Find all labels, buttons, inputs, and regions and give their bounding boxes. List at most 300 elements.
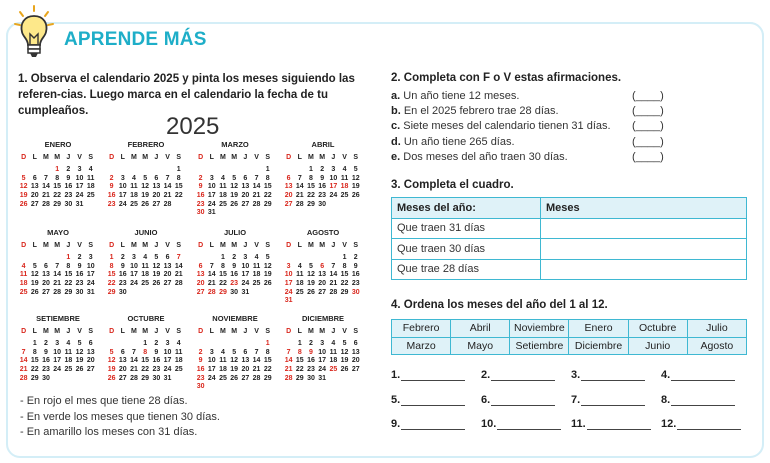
day-cell[interactable]: 24 [207, 200, 216, 208]
ordering-slot[interactable]: 11. [571, 418, 661, 443]
day-cell[interactable]: 3 [209, 174, 214, 182]
day-cell[interactable]: 13 [351, 348, 360, 356]
day-cell[interactable]: 20 [30, 191, 39, 199]
day-cell[interactable]: 21 [284, 365, 293, 373]
day-cell[interactable]: 25 [19, 288, 28, 296]
day-cell[interactable]: 28 [329, 288, 338, 296]
day-cell[interactable]: 5 [109, 348, 114, 356]
day-cell[interactable]: 24 [207, 374, 216, 382]
answer-cell[interactable] [541, 259, 747, 280]
day-cell[interactable]: 31 [207, 209, 216, 217]
day-cell[interactable]: 22 [340, 279, 349, 287]
day-cell[interactable]: 21 [207, 279, 216, 287]
day-cell[interactable]: 25 [130, 200, 138, 208]
day-cell[interactable]: 1 [265, 340, 270, 348]
day-cell[interactable]: 8 [143, 348, 148, 356]
day-cell[interactable]: 5 [21, 174, 26, 182]
day-cell[interactable]: 12 [307, 271, 315, 279]
day-cell[interactable]: 13 [241, 357, 250, 365]
day-cell[interactable]: 28 [163, 200, 172, 208]
ordering-slot[interactable]: 7. [571, 394, 661, 419]
day-cell[interactable]: 19 [75, 357, 84, 365]
day-cell[interactable]: 28 [295, 200, 304, 208]
day-cell[interactable]: 8 [265, 174, 270, 182]
day-cell[interactable]: 29 [307, 200, 315, 208]
day-cell[interactable]: 30 [318, 200, 327, 208]
day-cell[interactable]: 28 [130, 374, 138, 382]
day-cell[interactable]: 8 [342, 262, 347, 270]
day-cell[interactable]: 6 [243, 174, 248, 182]
day-cell[interactable]: 25 [141, 279, 150, 287]
day-cell[interactable]: 1 [109, 254, 114, 262]
day-cell[interactable]: 15 [53, 183, 62, 191]
day-cell[interactable]: 17 [118, 191, 127, 199]
day-cell[interactable]: 10 [75, 174, 84, 182]
day-cell[interactable]: 10 [329, 174, 338, 182]
day-cell[interactable]: 29 [64, 288, 73, 296]
day-cell[interactable]: 13 [196, 271, 205, 279]
day-cell[interactable]: 9 [198, 357, 203, 365]
day-cell[interactable]: 30 [307, 374, 315, 382]
day-cell[interactable]: 8 [297, 348, 302, 356]
day-cell[interactable]: 18 [86, 183, 95, 191]
day-cell[interactable]: 27 [318, 288, 327, 296]
day-cell[interactable]: 28 [174, 279, 183, 287]
day-cell[interactable]: 12 [230, 183, 239, 191]
day-cell[interactable]: 24 [284, 288, 293, 296]
day-cell[interactable]: 25 [295, 288, 304, 296]
day-cell[interactable]: 14 [130, 357, 138, 365]
answer-blank[interactable]: (____) [632, 120, 664, 133]
day-cell[interactable]: 16 [107, 191, 116, 199]
day-cell[interactable]: 18 [64, 357, 73, 365]
day-cell[interactable]: 20 [163, 271, 172, 279]
day-cell[interactable]: 16 [196, 365, 205, 373]
day-cell[interactable]: 24 [329, 191, 338, 199]
day-cell[interactable]: 7 [254, 174, 259, 182]
day-cell[interactable]: 10 [207, 357, 216, 365]
day-cell[interactable]: 12 [152, 262, 161, 270]
day-cell[interactable]: 24 [241, 279, 250, 287]
day-cell[interactable]: 20 [351, 357, 360, 365]
day-cell[interactable]: 31 [86, 288, 95, 296]
day-cell[interactable]: 21 [252, 365, 261, 373]
day-cell[interactable]: 26 [307, 288, 315, 296]
day-cell[interactable]: 27 [30, 200, 39, 208]
day-cell[interactable]: 16 [152, 357, 161, 365]
answer-blank[interactable]: (____) [632, 135, 664, 148]
day-cell[interactable]: 30 [152, 374, 161, 382]
day-cell[interactable]: 23 [75, 279, 84, 287]
day-cell[interactable]: 29 [263, 374, 272, 382]
day-cell[interactable]: 24 [53, 365, 62, 373]
day-cell[interactable]: 4 [331, 340, 336, 348]
day-cell[interactable]: 31 [284, 297, 293, 305]
day-cell[interactable]: 10 [53, 348, 62, 356]
answer-blank[interactable]: (____) [632, 150, 664, 163]
day-cell[interactable]: 2 [109, 174, 114, 182]
day-cell[interactable]: 11 [219, 357, 227, 365]
day-cell[interactable]: 23 [351, 279, 360, 287]
day-cell[interactable]: 9 [66, 174, 71, 182]
day-cell[interactable]: 4 [176, 340, 181, 348]
day-cell[interactable]: 9 [44, 348, 48, 356]
day-cell[interactable]: 14 [174, 262, 183, 270]
day-cell[interactable]: 4 [297, 262, 302, 270]
day-cell[interactable]: 4 [221, 174, 225, 182]
day-cell[interactable]: 26 [152, 279, 161, 287]
day-cell[interactable]: 9 [77, 262, 82, 270]
day-cell[interactable]: 29 [53, 200, 62, 208]
day-cell[interactable]: 29 [141, 374, 150, 382]
day-cell[interactable]: 15 [174, 183, 183, 191]
day-cell[interactable]: 4 [342, 166, 347, 174]
day-cell[interactable]: 31 [241, 288, 250, 296]
day-cell[interactable]: 6 [353, 340, 358, 348]
day-cell[interactable]: 1 [265, 166, 270, 174]
day-cell[interactable]: 14 [295, 183, 304, 191]
day-cell[interactable]: 10 [241, 262, 250, 270]
day-cell[interactable]: 22 [295, 365, 304, 373]
day-cell[interactable]: 14 [163, 183, 172, 191]
day-cell[interactable]: 6 [198, 262, 203, 270]
day-cell[interactable]: 17 [130, 271, 138, 279]
day-cell[interactable]: 11 [130, 183, 138, 191]
day-cell[interactable]: 28 [284, 374, 293, 382]
ordering-slot[interactable]: 6. [481, 394, 571, 419]
day-cell[interactable]: 27 [284, 200, 293, 208]
day-cell[interactable]: 11 [175, 348, 183, 356]
day-cell[interactable]: 19 [263, 271, 272, 279]
day-cell[interactable]: 20 [196, 279, 205, 287]
day-cell[interactable]: 22 [219, 279, 227, 287]
day-cell[interactable]: 19 [307, 279, 315, 287]
day-cell[interactable]: 21 [163, 191, 172, 199]
day-cell[interactable]: 21 [295, 191, 304, 199]
day-cell[interactable]: 5 [309, 262, 313, 270]
day-cell[interactable]: 29 [219, 288, 227, 296]
day-cell[interactable]: 10 [318, 348, 327, 356]
day-cell[interactable]: 1 [176, 166, 181, 174]
day-cell[interactable]: 4 [132, 174, 136, 182]
ordering-slot[interactable]: 5. [391, 394, 481, 419]
day-cell[interactable]: 14 [284, 357, 293, 365]
ordering-slot[interactable]: 8. [661, 394, 751, 419]
day-cell[interactable]: 18 [252, 271, 261, 279]
day-cell[interactable]: 17 [318, 357, 327, 365]
day-cell[interactable]: 8 [32, 348, 37, 356]
day-cell[interactable]: 6 [44, 262, 48, 270]
day-cell[interactable]: 2 [320, 166, 325, 174]
day-cell[interactable]: 3 [55, 340, 60, 348]
day-cell[interactable]: 5 [32, 262, 37, 270]
day-cell[interactable]: 8 [109, 262, 114, 270]
day-cell[interactable]: 10 [118, 183, 127, 191]
day-cell[interactable]: 8 [55, 174, 60, 182]
day-cell[interactable]: 20 [86, 357, 95, 365]
day-cell[interactable]: 13 [152, 183, 161, 191]
day-cell[interactable]: 15 [141, 357, 150, 365]
day-cell[interactable]: 19 [141, 191, 150, 199]
ordering-slot[interactable]: 1. [391, 369, 481, 394]
day-cell[interactable]: 25 [86, 191, 95, 199]
day-cell[interactable]: 30 [42, 374, 50, 382]
day-cell[interactable]: 16 [64, 183, 73, 191]
day-cell[interactable]: 30 [196, 383, 205, 391]
day-cell[interactable]: 24 [130, 279, 138, 287]
day-cell[interactable]: 10 [284, 271, 293, 279]
day-cell[interactable]: 26 [75, 365, 84, 373]
day-cell[interactable]: 28 [42, 200, 50, 208]
day-cell[interactable]: 5 [77, 340, 82, 348]
day-cell[interactable]: 16 [75, 271, 84, 279]
day-cell[interactable]: 12 [340, 348, 349, 356]
day-cell[interactable]: 8 [309, 174, 313, 182]
day-cell[interactable]: 13 [318, 271, 327, 279]
day-cell[interactable]: 24 [318, 365, 327, 373]
day-cell[interactable]: 2 [353, 254, 358, 262]
day-cell[interactable]: 20 [118, 365, 127, 373]
day-cell[interactable]: 14 [207, 271, 216, 279]
day-cell[interactable]: 11 [64, 348, 73, 356]
day-cell[interactable]: 28 [19, 374, 28, 382]
day-cell[interactable]: 25 [329, 365, 338, 373]
day-cell[interactable]: 7 [297, 174, 302, 182]
day-cell[interactable]: 29 [295, 374, 304, 382]
day-cell[interactable]: 2 [66, 166, 71, 174]
day-cell[interactable]: 12 [351, 174, 360, 182]
ordering-slot[interactable]: 10. [481, 418, 571, 443]
day-cell[interactable]: 27 [241, 374, 250, 382]
day-cell[interactable]: 29 [340, 288, 349, 296]
day-cell[interactable]: 4 [143, 254, 148, 262]
ordering-slot[interactable]: 9. [391, 418, 481, 443]
day-cell[interactable]: 8 [221, 262, 225, 270]
day-cell[interactable]: 23 [118, 279, 127, 287]
day-cell[interactable]: 23 [152, 365, 161, 373]
day-cell[interactable]: 19 [230, 191, 239, 199]
day-cell[interactable]: 25 [64, 365, 73, 373]
day-cell[interactable]: 16 [196, 191, 205, 199]
day-cell[interactable]: 17 [86, 271, 95, 279]
day-cell[interactable]: 1 [55, 166, 60, 174]
day-cell[interactable]: 13 [30, 183, 39, 191]
day-cell[interactable]: 28 [53, 288, 62, 296]
day-cell[interactable]: 26 [263, 279, 272, 287]
day-cell[interactable]: 15 [30, 357, 39, 365]
day-cell[interactable]: 26 [230, 200, 239, 208]
day-cell[interactable]: 14 [53, 271, 62, 279]
day-cell[interactable]: 9 [120, 262, 125, 270]
day-cell[interactable]: 25 [219, 200, 227, 208]
day-cell[interactable]: 29 [30, 374, 39, 382]
day-cell[interactable]: 5 [232, 174, 237, 182]
ordering-slot[interactable]: 3. [571, 369, 661, 394]
day-cell[interactable]: 26 [230, 374, 239, 382]
day-cell[interactable]: 7 [209, 262, 214, 270]
day-cell[interactable]: 20 [318, 279, 327, 287]
ordering-slot[interactable]: 12. [661, 418, 751, 443]
day-cell[interactable]: 4 [21, 262, 26, 270]
answer-blank[interactable]: (____) [632, 105, 664, 118]
day-cell[interactable]: 23 [64, 191, 73, 199]
day-cell[interactable]: 7 [286, 348, 291, 356]
day-cell[interactable]: 13 [86, 348, 95, 356]
day-cell[interactable]: 12 [19, 183, 28, 191]
day-cell[interactable]: 7 [44, 174, 48, 182]
day-cell[interactable]: 3 [320, 340, 325, 348]
day-cell[interactable]: 1 [32, 340, 37, 348]
day-cell[interactable]: 23 [196, 200, 205, 208]
day-cell[interactable]: 27 [86, 365, 95, 373]
day-cell[interactable]: 7 [331, 262, 336, 270]
day-cell[interactable]: 19 [107, 365, 116, 373]
day-cell[interactable]: 14 [42, 183, 50, 191]
day-cell[interactable]: 30 [196, 209, 205, 217]
day-cell[interactable]: 15 [263, 183, 272, 191]
day-cell[interactable]: 6 [165, 254, 170, 262]
day-cell[interactable]: 12 [107, 357, 116, 365]
day-cell[interactable]: 6 [154, 174, 159, 182]
day-cell[interactable]: 3 [120, 174, 125, 182]
day-cell[interactable]: 1 [309, 166, 313, 174]
answer-cell[interactable] [541, 239, 747, 260]
day-cell[interactable]: 16 [318, 183, 327, 191]
day-cell[interactable]: 22 [307, 191, 315, 199]
day-cell[interactable]: 11 [340, 174, 349, 182]
day-cell[interactable]: 21 [329, 279, 338, 287]
day-cell[interactable]: 26 [30, 288, 39, 296]
day-cell[interactable]: 15 [263, 357, 272, 365]
day-cell[interactable]: 21 [252, 191, 261, 199]
day-cell[interactable]: 13 [241, 183, 250, 191]
day-cell[interactable]: 8 [176, 174, 181, 182]
day-cell[interactable]: 11 [219, 183, 227, 191]
day-cell[interactable]: 25 [252, 279, 261, 287]
day-cell[interactable]: 20 [42, 279, 50, 287]
day-cell[interactable]: 18 [295, 279, 304, 287]
day-cell[interactable]: 6 [120, 348, 125, 356]
day-cell[interactable]: 5 [143, 174, 148, 182]
day-cell[interactable]: 25 [174, 365, 183, 373]
day-cell[interactable]: 19 [351, 183, 360, 191]
day-cell[interactable]: 27 [163, 279, 172, 287]
day-cell[interactable]: 17 [284, 279, 293, 287]
day-cell[interactable]: 26 [351, 191, 360, 199]
day-cell[interactable]: 18 [219, 365, 227, 373]
day-cell[interactable]: 7 [132, 348, 136, 356]
day-cell[interactable]: 16 [307, 357, 315, 365]
day-cell[interactable]: 20 [284, 191, 293, 199]
day-cell[interactable]: 19 [19, 191, 28, 199]
day-cell[interactable]: 3 [243, 254, 248, 262]
day-cell[interactable]: 3 [132, 254, 136, 262]
day-cell[interactable]: 26 [340, 365, 349, 373]
day-cell[interactable]: 17 [75, 183, 84, 191]
day-cell[interactable]: 30 [230, 288, 239, 296]
day-cell[interactable]: 7 [176, 254, 181, 262]
answer-blank[interactable]: (____) [632, 90, 664, 102]
day-cell[interactable]: 6 [320, 262, 325, 270]
day-cell[interactable]: 20 [152, 191, 161, 199]
day-cell[interactable]: 28 [252, 374, 261, 382]
day-cell[interactable]: 10 [130, 262, 138, 270]
day-cell[interactable]: 17 [53, 357, 62, 365]
day-cell[interactable]: 5 [154, 254, 159, 262]
day-cell[interactable]: 26 [19, 200, 28, 208]
day-cell[interactable]: 12 [230, 357, 239, 365]
day-cell[interactable]: 19 [152, 271, 161, 279]
day-cell[interactable]: 23 [318, 191, 327, 199]
day-cell[interactable]: 19 [340, 357, 349, 365]
day-cell[interactable]: 12 [30, 271, 39, 279]
day-cell[interactable]: 6 [32, 174, 37, 182]
day-cell[interactable]: 12 [263, 262, 272, 270]
day-cell[interactable]: 22 [263, 191, 272, 199]
day-cell[interactable]: 20 [241, 365, 250, 373]
day-cell[interactable]: 11 [329, 348, 338, 356]
day-cell[interactable]: 25 [219, 374, 227, 382]
day-cell[interactable]: 7 [21, 348, 26, 356]
day-cell[interactable]: 5 [342, 340, 347, 348]
day-cell[interactable]: 2 [154, 340, 159, 348]
day-cell[interactable]: 11 [296, 271, 304, 279]
day-cell[interactable]: 15 [340, 271, 349, 279]
ordering-slot[interactable]: 2. [481, 369, 571, 394]
day-cell[interactable]: 4 [221, 348, 225, 356]
day-cell[interactable]: 11 [19, 271, 28, 279]
day-cell[interactable]: 23 [107, 200, 116, 208]
day-cell[interactable]: 3 [165, 340, 170, 348]
day-cell[interactable]: 26 [107, 374, 116, 382]
day-cell[interactable]: 22 [64, 279, 73, 287]
day-cell[interactable]: 9 [353, 262, 358, 270]
day-cell[interactable]: 16 [42, 357, 50, 365]
day-cell[interactable]: 3 [331, 166, 336, 174]
day-cell[interactable]: 13 [284, 183, 293, 191]
day-cell[interactable]: 6 [243, 348, 248, 356]
day-cell[interactable]: 5 [232, 348, 237, 356]
day-cell[interactable]: 11 [252, 262, 261, 270]
day-cell[interactable]: 11 [141, 262, 149, 270]
day-cell[interactable]: 16 [351, 271, 360, 279]
day-cell[interactable]: 18 [19, 279, 28, 287]
day-cell[interactable]: 5 [265, 254, 270, 262]
day-cell[interactable]: 20 [241, 191, 250, 199]
day-cell[interactable]: 4 [254, 254, 259, 262]
day-cell[interactable]: 5 [353, 166, 358, 174]
day-cell[interactable]: 13 [118, 357, 127, 365]
day-cell[interactable]: 31 [318, 374, 327, 382]
day-cell[interactable]: 14 [252, 183, 261, 191]
day-cell[interactable]: 30 [75, 288, 84, 296]
day-cell[interactable]: 4 [88, 166, 93, 174]
day-cell[interactable]: 21 [53, 279, 62, 287]
day-cell[interactable]: 2 [77, 254, 82, 262]
day-cell[interactable]: 1 [297, 340, 302, 348]
day-cell[interactable]: 7 [254, 348, 259, 356]
day-cell[interactable]: 2 [232, 254, 237, 262]
day-cell[interactable]: 29 [263, 200, 272, 208]
day-cell[interactable]: 3 [77, 166, 82, 174]
day-cell[interactable]: 27 [118, 374, 127, 382]
day-cell[interactable]: 2 [198, 348, 203, 356]
day-cell[interactable]: 13 [42, 271, 50, 279]
day-cell[interactable]: 22 [174, 191, 183, 199]
day-cell[interactable]: 1 [143, 340, 148, 348]
day-cell[interactable]: 7 [55, 262, 60, 270]
day-cell[interactable]: 23 [307, 365, 315, 373]
